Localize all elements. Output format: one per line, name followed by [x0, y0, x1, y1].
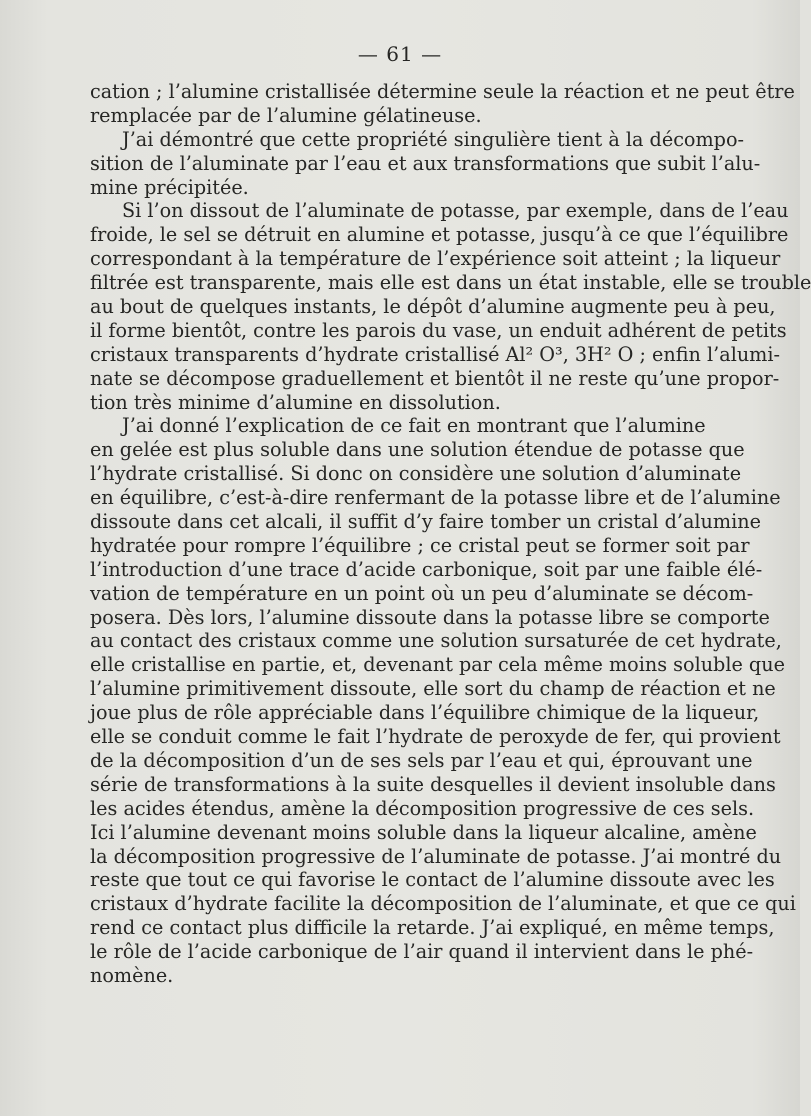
paragraph — [90, 414, 796, 987]
text-line: en gelée est plus soluble dans une solution étendue de potasse que — [90, 438, 745, 462]
paragraph — [90, 80, 795, 128]
page-number: — 61 — — [357, 42, 443, 66]
text-line: Ici l’alumine devenant moins soluble dans la liqueur alcaline, amène — [90, 820, 757, 844]
text-line: la décomposition progressive de l’aluminate de potasse. J’ai montré du — [90, 844, 782, 868]
text-line: dissoute dans cet alcali, il suffit d’y faire tomber un cristal d’alumine — [90, 510, 761, 534]
text-line: mine précipitée. — [90, 175, 249, 199]
text-line: cristaux transparents d’hydrate cristallisé Al² O³, 3H² O ; enfin l’alumi- — [90, 342, 781, 366]
text-line: filtrée est transparente, mais elle est dans un état instable, elle se trouble — [90, 271, 811, 295]
text-line: cation ; l’alumine cristallisée détermine seule la réaction et ne peut être — [90, 80, 795, 103]
text-line: nomène. — [90, 963, 174, 987]
text-line: série de transformations à la suite desquelles il devient insoluble dans — [90, 772, 776, 796]
text-line: de la décomposition d’un de ses sels par l’eau et qui, éprouvant une — [90, 748, 753, 772]
paragraph — [90, 127, 761, 200]
text-line: en équilibre, c’est-à-dire renfermant de la potasse libre et de l’alumine — [90, 486, 781, 510]
text-line: reste que tout ce qui favorise le contact de l’alumine dissoute avec les — [90, 868, 775, 892]
text-line: au bout de quelques instants, le dépôt d’alumine augmente peu à peu, — [90, 295, 776, 319]
text-line: froide, le sel se détruit en alumine et potasse, jusqu’à ce que l’équilibre — [90, 223, 789, 247]
text-line: elle cristallise en partie, et, devenant par cela même moins soluble que — [90, 653, 785, 677]
text-line: les acides étendus, amène la décomposition progressive de ces sels. — [90, 796, 755, 820]
text-line: posera. Dès lors, l’alumine dissoute dans la potasse libre se comporte — [90, 605, 770, 629]
text-line: remplacée par de l’alumine gélatineuse. — [90, 103, 482, 127]
text-line: au contact des cristaux comme une solution sursaturée de cet hydrate, — [90, 629, 782, 653]
text-line: elle se conduit comme le fait l’hydrate de peroxyde de fer, qui provient — [90, 725, 781, 749]
text-line: le rôle de l’acide carbonique de l’air quand il intervient dans le phé- — [90, 940, 754, 964]
text-line: Si l’on dissout de l’aluminate de potasse, par exemple, dans de l’eau — [122, 199, 789, 223]
text-line: tion très minime d’alumine en dissolution. — [90, 390, 501, 414]
text-line: correspondant à la température de l’expérience soit atteint ; la liqueur — [90, 247, 781, 271]
text-line: sition de l’aluminate par l’eau et aux transformations que subit l’alu- — [90, 151, 761, 175]
text-line: l’alumine primitivement dissoute, elle sort du champ de réaction et ne — [90, 677, 776, 701]
text-line: J’ai donné l’explication de ce fait en montrant que l’alumine — [122, 414, 706, 438]
text-line: hydratée pour rompre l’équilibre ; ce cristal peut se former soit par — [90, 533, 750, 557]
text-line: l’introduction d’une trace d’acide carbonique, soit par une faible élé- — [90, 557, 763, 581]
text-line: rend ce contact plus difficile la retarde. J’ai expliqué, en même temps, — [90, 916, 775, 940]
text-line: joue plus de rôle appréciable dans l’équilibre chimique de la liqueur, — [90, 701, 760, 725]
text-line: il forme bientôt, contre les parois du vase, un enduit adhérent de petits — [90, 318, 787, 342]
paragraph — [90, 199, 811, 414]
text-line: nate se décompose graduellement et bientôt il ne reste qu’une propor- — [90, 366, 780, 390]
text-line: J’ai démontré que cette propriété singulière tient à la décompo- — [122, 127, 745, 151]
text-line: vation de température en un point où un peu d’aluminate se décom- — [90, 581, 754, 605]
body-text — [90, 80, 811, 988]
text-line: l’hydrate cristallisé. Si donc on considère une solution d’aluminate — [90, 462, 742, 486]
text-line: cristaux d’hydrate facilite la décomposition de l’aluminate, et que ce qui — [90, 892, 796, 916]
